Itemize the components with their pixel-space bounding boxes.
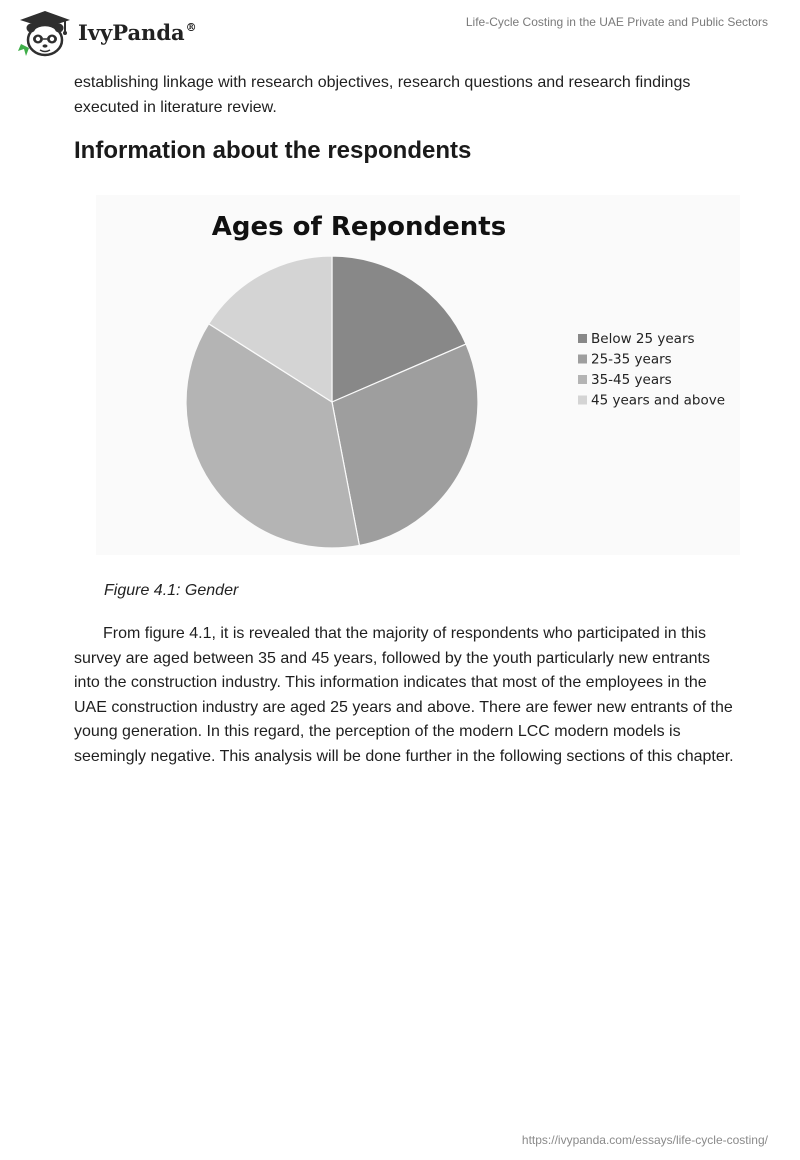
figure-caption: Figure 4.1: Gender — [104, 582, 239, 599]
legend-swatch-below-25-years — [578, 334, 587, 343]
legend-swatch-25-35-years — [578, 355, 587, 364]
legend-swatch-45-years-and-above — [578, 396, 587, 405]
legend-label-45-years-and-above: 45 years and above — [591, 392, 725, 409]
body-paragraph — [74, 622, 734, 769]
running-title: Life-Cycle Costing in the UAE Private and Public Sectors — [465, 15, 768, 29]
legend-swatch-35-45-years — [578, 375, 587, 384]
body-paragraph-text: From figure 4.1, it is revealed that the majority of respondents who participated in this survey are aged between 35 and 45 years, followed by the youth particularly new entrants into the construction industry. This information indicates that most of the employees in the UAE construction industry are aged 25 years and above. There are fewer new entrants of the young generation. In this regard, the perception of the modern LCC modern models is seemingly negative. This analysis will be done further in the following sections of this chapter. — [74, 625, 734, 765]
age-pie-chart — [96, 195, 740, 555]
legend-label-35-45-years: 35-45 years — [591, 372, 672, 388]
brand-name: IvyPanda® — [78, 20, 197, 45]
intro-paragraph: establishing linkage with research objectives, research questions and research findings executed in literature review. — [74, 74, 691, 116]
chart-title: Ages of Repondents — [211, 212, 507, 242]
panda-graduate-icon — [16, 8, 74, 58]
pie-chart-svg — [96, 195, 740, 555]
pie-slices — [186, 256, 478, 548]
section-heading: Information about the respondents — [74, 137, 472, 164]
source-url[interactable]: https://ivypanda.com/essays/life-cycle-costing/ — [521, 1133, 768, 1147]
legend-label-below-25-years: Below 25 years — [591, 331, 695, 347]
legend-label-25-35-years: 25-35 years — [591, 351, 672, 368]
page-header — [0, 0, 800, 64]
ivypanda-logo[interactable] — [16, 8, 206, 58]
